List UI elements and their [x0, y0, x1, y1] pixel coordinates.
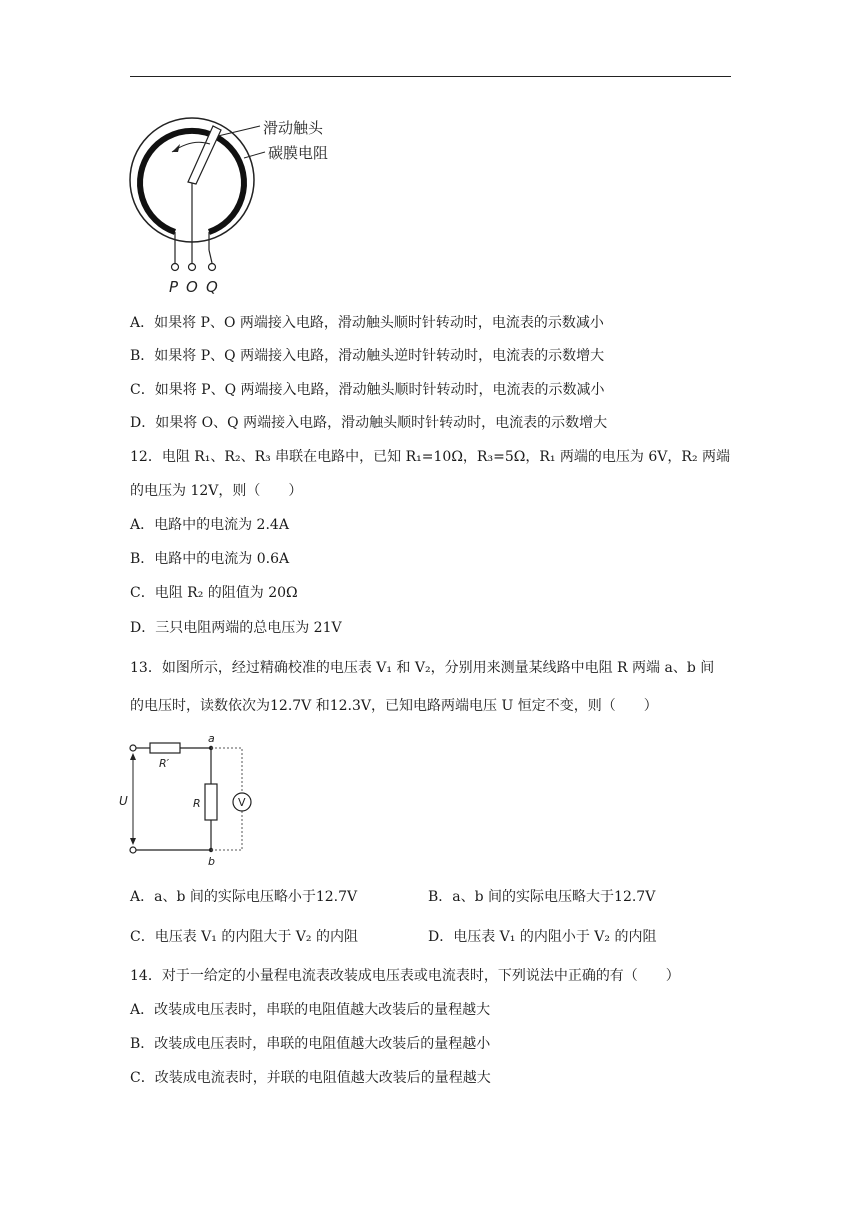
q13-option-b: B．a、b 间的实际电压略大于12.7V: [428, 889, 656, 905]
resistor-r: [205, 784, 217, 820]
q14-stem: 14．对于一给定的小量程电流表改装成电压表或电流表时，下列说法中正确的有（ ）: [130, 968, 680, 984]
header-rule: [130, 76, 731, 77]
u-arrow-top: [130, 753, 136, 760]
q13-option-c: C．电压表 V₁ 的内阻大于 V₂ 的内阻: [130, 929, 358, 945]
q12-option-d: D．三只电阻两端的总电压为 21V: [130, 620, 342, 636]
q12-option-a: A．电路中的电流为 2.4A: [130, 517, 289, 533]
terminal-p-dot: [172, 264, 179, 271]
label-u: U: [119, 794, 128, 808]
q13-stem-line2: 的电压时，读数依次为12.7V 和12.3V，已知电路两端电压 U 恒定不变，则（ ）: [130, 698, 658, 714]
q13-option-a: A．a、b 间的实际电压略小于12.7V: [130, 889, 358, 905]
rotation-arrowhead: [172, 144, 180, 152]
label-r: R: [193, 797, 201, 810]
q14-option-b: B．改装成电压表时，串联的电阻值越大改装后的量程越小: [130, 1036, 491, 1052]
resistor-rprime: [150, 743, 180, 753]
q12-option-b: B．电路中的电流为 0.6A: [130, 551, 290, 567]
q12-option-c: C．电阻 R₂ 的阻值为 20Ω: [130, 585, 298, 601]
u-arrow-bottom: [130, 838, 136, 845]
label-v: V: [238, 796, 246, 809]
lead-q: [209, 250, 212, 263]
q11-option-a: A．如果将 P、O 两端接入电路，滑动触头顺时针转动时，电流表的示数减小: [130, 315, 604, 331]
q11-option-d: D．如果将 O、Q 两端接入电路，滑动触头顺时针转动时，电流表的示数增大: [130, 415, 608, 431]
terminal-bottom: [130, 847, 136, 853]
q12-stem-line1: 12．电阻 R₁、R₂、R₃ 串联在电路中，已知 R₁=10Ω，R₃=5Ω，R₁ 两端的电压为 6V，R₂ 两端: [130, 449, 731, 465]
terminal-o-dot: [189, 264, 196, 271]
q13-option-d: D．电压表 V₁ 的内阻小于 V₂ 的内阻: [428, 929, 657, 945]
q13-stem-line1: 13．如图所示，经过精确校准的电压表 V₁ 和 V₂，分别用来测量某线路中电阻 R 两端 a、b 间: [130, 660, 715, 676]
label-q: Q: [206, 278, 218, 296]
q11-option-c: C．如果将 P、Q 两端接入电路，滑动触头顺时针转动时，电流表的示数减小: [130, 382, 605, 398]
label-rprime: R′: [159, 757, 170, 770]
circuit-figure: [118, 732, 258, 868]
q11-option-b: B．如果将 P、Q 两端接入电路，滑动触头逆时针转动时，电流表的示数增大: [130, 348, 605, 364]
label-a: a: [208, 732, 215, 745]
potentiometer-figure: [120, 100, 370, 300]
terminal-top: [130, 745, 136, 751]
label-contact: 滑动触头: [263, 119, 324, 137]
q14-option-c: C．改装成电流表时，并联的电阻值越大改装后的量程越大: [130, 1070, 491, 1086]
q14-option-a: A．改装成电压表时，串联的电阻值越大改装后的量程越大: [130, 1002, 491, 1018]
label-b: b: [208, 855, 215, 868]
label-o: O: [186, 278, 198, 296]
terminal-q-dot: [209, 264, 216, 271]
label-p: P: [169, 278, 179, 296]
q12-stem-line2: 的电压为 12V，则（ ）: [130, 483, 303, 499]
label-film: 碳膜电阻: [268, 144, 329, 162]
